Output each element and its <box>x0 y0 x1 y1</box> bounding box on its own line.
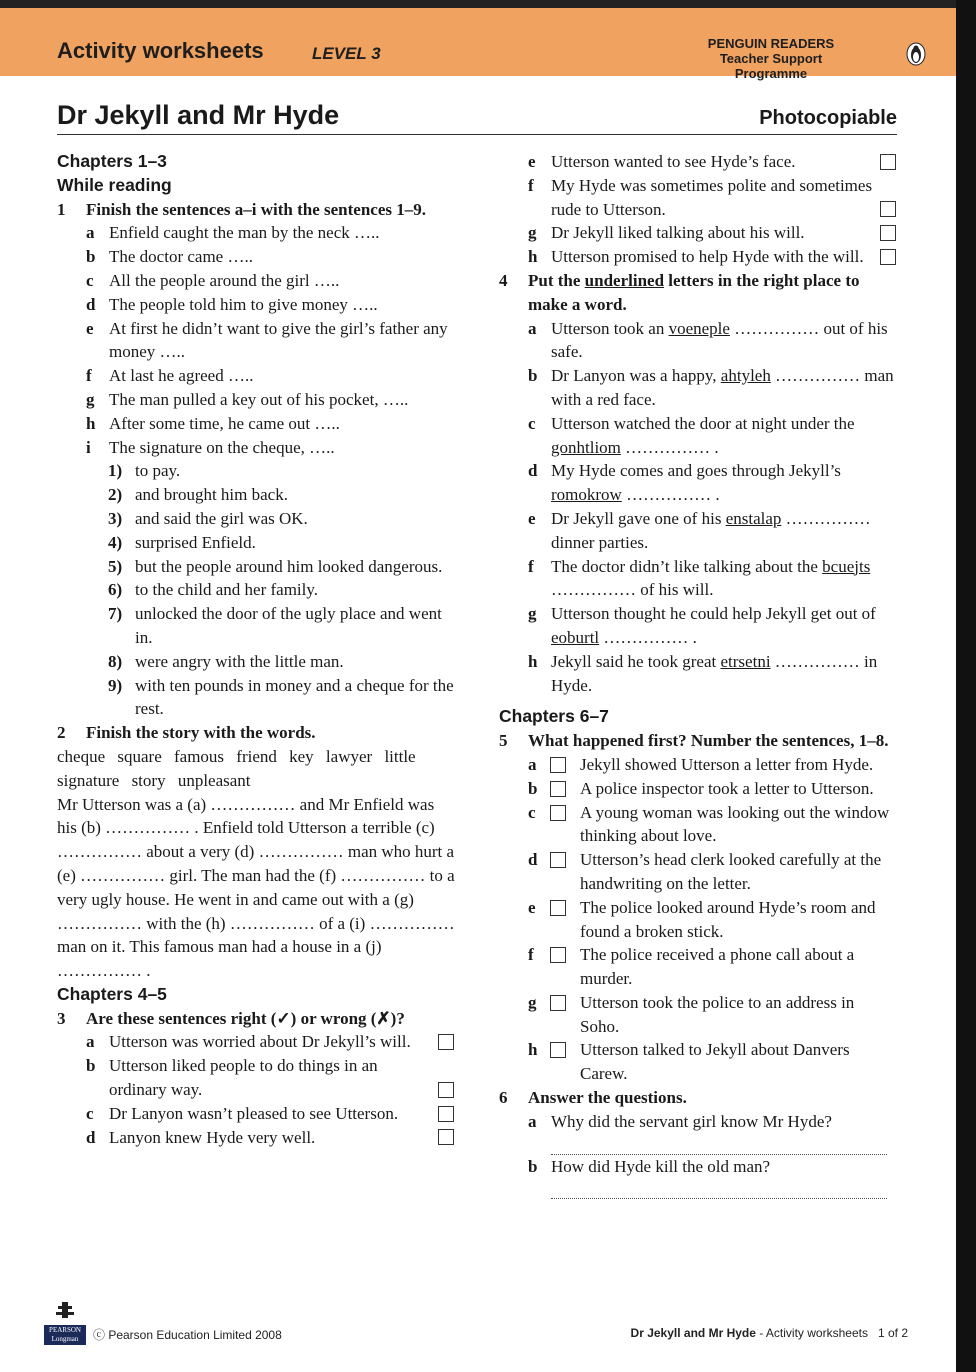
list-item: h After some time, he came out ….. <box>86 413 340 433</box>
list-item: a Why did the servant girl know Mr Hyde? <box>499 1110 897 1155</box>
question-3 <box>57 1007 455 1031</box>
answer-checkbox[interactable] <box>438 1106 454 1122</box>
right-border <box>956 0 976 1372</box>
list-item: e At first he didn’t want to give the girl’s father any money ….. <box>86 318 448 362</box>
list-item: b A police inspector took a letter to Utterson. <box>528 778 874 798</box>
list-item: b The doctor came ….. <box>86 247 253 267</box>
publisher-line1: PENGUIN READERS <box>707 36 835 51</box>
chapters-heading: Chapters 4–5 <box>57 983 167 1004</box>
list-item: h Utterson talked to Jekyll about Danvers Carew. <box>528 1040 850 1084</box>
page-title: Dr Jekyll and Mr Hyde <box>57 100 340 130</box>
order-box[interactable] <box>550 757 566 773</box>
list-item: h Utterson promised to help Hyde with the will. <box>499 245 897 269</box>
question-number: 3 <box>57 1008 66 1028</box>
penguin-logo-icon <box>906 42 926 66</box>
answer-checkbox[interactable] <box>880 225 896 241</box>
list-item: a Enfield caught the man by the neck ….. <box>86 223 380 243</box>
title-divider <box>57 134 897 135</box>
list-item: h Jekyll said he took great etrsetni …………… in Hyde. <box>528 651 878 695</box>
list-item: f My Hyde was sometimes polite and sometimes rude to Utterson. <box>499 174 897 222</box>
order-box[interactable] <box>550 900 566 916</box>
answer-line[interactable] <box>551 1134 887 1155</box>
pearson-logo <box>44 1300 86 1344</box>
list-item: g Dr Jekyll liked talking about his will. <box>499 221 897 245</box>
numbered-item: 8) were angry with the little man. <box>108 651 344 671</box>
header-banner <box>0 8 956 81</box>
question-text: What happened first? Number the sentences, 1–8. <box>528 731 889 751</box>
list-item: e The police looked around Hyde’s room and found a broken stick. <box>528 897 876 941</box>
list-item: d The people told him to give money ….. <box>86 294 378 314</box>
top-border <box>0 0 976 8</box>
list-item: c All the people around the girl ….. <box>86 270 340 290</box>
list-item: f The police received a phone call about a murder. <box>528 945 855 989</box>
answer-checkbox[interactable] <box>438 1082 454 1098</box>
numbered-item: 6) to the child and her family. <box>108 580 319 600</box>
while-reading-heading: While reading <box>57 174 172 195</box>
left-column <box>57 150 455 1149</box>
answer-checkbox[interactable] <box>438 1034 454 1050</box>
list-item: i The signature on the cheque, ….. <box>86 437 335 457</box>
answer-checkbox[interactable] <box>880 249 896 265</box>
page-number: 1 of 2 <box>877 1326 908 1340</box>
question-5 <box>499 729 897 753</box>
question-text: Answer the questions. <box>528 1088 687 1108</box>
question-text: Finish the sentences a–i with the sentences 1–9. <box>86 199 426 219</box>
answer-line[interactable] <box>551 1178 887 1199</box>
right-column <box>499 150 897 1199</box>
list-item: c A young woman was looking out the window thinking about love. <box>528 802 890 846</box>
question-6 <box>499 1086 897 1110</box>
list-item: a Utterson was worried about Dr Jekyll’s will. <box>57 1030 455 1054</box>
list-item: g Utterson thought he could help Jekyll get out of eoburtl …………… . <box>528 604 876 647</box>
order-box[interactable] <box>550 1042 566 1058</box>
numbered-item: 3) and said the girl was OK. <box>108 508 308 528</box>
list-item: a Utterson took an voeneple …………… out of his safe. <box>528 318 888 362</box>
list-item: d My Hyde comes and goes through Jekyll’s romokrow …………… . <box>528 461 841 505</box>
question-1 <box>57 198 455 222</box>
logo-text-bottom: Longman <box>51 1335 79 1343</box>
list-item: d Lanyon knew Hyde very well. <box>57 1126 455 1150</box>
numbered-item: 1) to pay. <box>108 461 181 481</box>
copyright: ⓒ Pearson Education Limited 2008 <box>93 1328 282 1342</box>
footer <box>0 1300 956 1360</box>
chapters-heading: Chapters 6–7 <box>499 706 609 727</box>
publisher <box>690 36 852 81</box>
list-item: f At last he agreed ….. <box>86 366 254 386</box>
logo-text-top: PEARSON <box>49 1326 81 1334</box>
question-4: 4 Put the underlined letters in the right place to make a word. <box>499 270 860 314</box>
q1-numbered <box>57 459 455 721</box>
question-text: Are these sentences right (✓) or wrong (✗)? <box>86 1008 405 1028</box>
footer-info <box>560 1326 908 1340</box>
photocopiable-label: Photocopiable <box>759 107 897 129</box>
q1-items <box>57 221 455 459</box>
list-item: f The doctor didn’t like talking about the bcuejts …………… of his will. <box>528 556 871 600</box>
order-box[interactable] <box>550 852 566 868</box>
list-item: c Utterson watched the door at night under the gonhtliom …………… . <box>528 413 855 457</box>
question-number: 5 <box>499 731 508 751</box>
order-box[interactable] <box>550 781 566 797</box>
question-2 <box>57 721 455 745</box>
question-number: 4 <box>499 270 508 290</box>
level-label: LEVEL 3 <box>312 44 381 63</box>
list-item: e Utterson wanted to see Hyde’s face. <box>499 150 897 174</box>
footer-suffix: - Activity worksheets <box>755 1326 868 1340</box>
order-box[interactable] <box>550 947 566 963</box>
publisher-line2: Teacher Support Programme <box>719 51 823 81</box>
footer-book-title: Dr Jekyll and Mr Hyde <box>630 1326 756 1340</box>
list-item: c Dr Lanyon wasn’t pleased to see Utterson. <box>57 1102 455 1126</box>
order-box[interactable] <box>550 995 566 1011</box>
numbered-item: 7) unlocked the door of the ugly place and went in. <box>108 604 442 647</box>
word-bank: cheque square famous friend key lawyer little signature story unpleasant <box>57 746 416 790</box>
order-box[interactable] <box>550 805 566 821</box>
answer-checkbox[interactable] <box>880 154 896 170</box>
answer-checkbox[interactable] <box>438 1129 454 1145</box>
list-item: a Jekyll showed Utterson a letter from Hyde. <box>528 754 874 774</box>
list-item: g Utterson took the police to an address in Soho. <box>528 992 855 1036</box>
question-text: Finish the story with the words. <box>86 723 316 743</box>
numbered-item: 9) with ten pounds in money and a cheque for the rest. <box>108 675 454 719</box>
chapters-heading: Chapters 1–3 <box>57 151 167 171</box>
pearson-tree-icon <box>44 1300 86 1320</box>
question-number: 2 <box>57 723 66 743</box>
worksheet-title: Activity worksheets <box>57 38 264 63</box>
numbered-item: 4) surprised Enfield. <box>108 532 256 552</box>
list-item: g The man pulled a key out of his pocket, ….. <box>86 389 409 409</box>
list-item: b Utterson liked people to do things in an ordinary way. <box>57 1054 455 1102</box>
numbered-item: 2) and brought him back. <box>108 485 288 505</box>
list-item: b How did Hyde kill the old man? <box>499 1155 897 1200</box>
numbered-item: 5) but the people around him looked dangerous. <box>108 556 443 576</box>
list-item: d Utterson’s head clerk looked carefully at the handwriting on the letter. <box>528 850 882 893</box>
list-item: b Dr Lanyon was a happy, ahtyleh …………… man with a red face. <box>528 366 894 409</box>
answer-checkbox[interactable] <box>880 201 896 217</box>
question-number: 6 <box>499 1088 508 1108</box>
question-number: 1 <box>57 199 66 219</box>
list-item: e Dr Jekyll gave one of his enstalap …………… dinner parties. <box>528 508 871 552</box>
story-text: Mr Utterson was a (a) …………… and Mr Enfield was his (b) …………… . Enfield told Utterson a terrible (c) …………… about a very (d) …………… man who hurt a (e) …………… girl. The man had the (f) …………… to a very ugly house. He went in and came out with a (g) …………… with the (h) …………… of a (i) …………… man on it. This famous man had a house in a (j) …………… . <box>57 794 455 981</box>
